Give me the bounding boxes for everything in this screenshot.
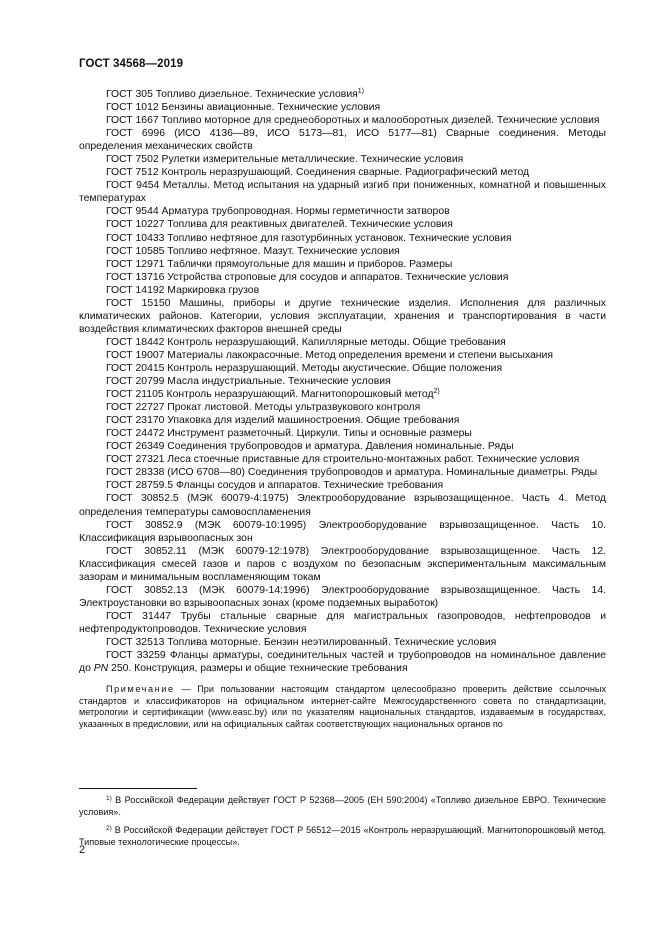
reference-text: ГОСТ 10433 Топливо нефтяное для газотурбинных установок. Технические условия bbox=[106, 232, 512, 244]
reference-item bbox=[79, 362, 606, 375]
reference-text: ГОСТ 21105 Контроль неразрушающий. Магнитопорошковый метод bbox=[106, 389, 434, 401]
reference-text: ГОСТ 30852.13 (МЭК 60079-14:1996) Электрооборудование взрывозащищенное. Часть 14. Электроустановки во взрывоопасных зонах (кроме подземных выработок) bbox=[79, 584, 606, 609]
footnotes bbox=[79, 795, 606, 855]
reference-text: ГОСТ 30852.5 (МЭК 60079-4:1975) Электрооборудование взрывозащищенное. Часть 4. Метод определения температуры самовоспламенения bbox=[79, 493, 606, 518]
reference-text: ГОСТ 1012 Бензины авиационные. Технические условия bbox=[106, 102, 381, 114]
footnote-text: В Российской Федерации действует ГОСТ Р 52368—2005 (ЕН 590:2004) «Топливо дизельное ЕВРО. Технические условия». bbox=[79, 795, 606, 817]
reference-text: ГОСТ 33259 Фланцы арматуры, соединительных частей и трубопроводов на номинальное давление до bbox=[79, 650, 606, 675]
reference-text: ГОСТ 1667 Топливо моторное для среднеоборотных и малооборотных дизелей. Технические условия bbox=[106, 115, 600, 127]
reference-item bbox=[79, 88, 606, 101]
footnote-ref-mark: 2) bbox=[433, 388, 440, 396]
reference-item bbox=[79, 245, 606, 258]
footnote-mark: 2) bbox=[106, 825, 112, 833]
reference-item bbox=[79, 232, 606, 245]
reference-item bbox=[79, 636, 606, 649]
reference-item bbox=[79, 440, 606, 453]
reference-item bbox=[79, 466, 606, 479]
reference-tail: 250. Конструкция, размеры и общие технические требования bbox=[108, 663, 408, 675]
reference-text: ГОСТ 13716 Устройства строповые для сосудов и аппаратов. Технические условия bbox=[106, 271, 509, 283]
references-container bbox=[79, 88, 606, 675]
reference-text: ГОСТ 28759.5 Фланцы сосудов и аппаратов. Технические требования bbox=[106, 480, 444, 492]
reference-text: ГОСТ 20799 Масла индустриальные. Технические условия bbox=[106, 376, 391, 388]
reference-item bbox=[79, 401, 606, 414]
reference-item bbox=[79, 101, 606, 114]
reference-item bbox=[79, 284, 606, 297]
reference-item bbox=[79, 649, 606, 675]
reference-item bbox=[79, 545, 606, 584]
reference-text: ГОСТ 26349 Соединения трубопроводов и арматура. Давления номинальные. Ряды bbox=[106, 441, 514, 453]
reference-text: ГОСТ 22727 Прокат листовой. Методы ультразвукового контроля bbox=[106, 402, 421, 414]
reference-text: ГОСТ 10227 Топлива для реактивных двигателей. Технические условия bbox=[106, 219, 453, 231]
footnote bbox=[79, 795, 606, 818]
reference-text: ГОСТ 23170 Упаковка для изделий машиностроения. Общие требования bbox=[106, 415, 460, 427]
reference-item bbox=[79, 349, 606, 362]
reference-item bbox=[79, 375, 606, 388]
reference-item bbox=[79, 336, 606, 349]
reference-item bbox=[79, 453, 606, 466]
reference-text: ГОСТ 10585 Топливо нефтяное. Мазут. Технические условия bbox=[106, 245, 400, 257]
reference-text: ГОСТ 24472 Инструмент разметочный. Циркули. Типы и основные размеры bbox=[106, 428, 472, 440]
footnote-text: В Российской Федерации действует ГОСТ Р 56512—2015 «Контроль неразрушающий. Магнитопорошковый метод. Типовые технологические процессы». bbox=[79, 825, 606, 847]
reference-item bbox=[79, 414, 606, 427]
reference-text: ГОСТ 9544 Арматура трубопроводная. Нормы герметичности затворов bbox=[106, 206, 450, 218]
reference-text: ГОСТ 9454 Металлы. Метод испытания на ударный изгиб при пониженных, комнатной и повышенных температурах bbox=[79, 180, 606, 205]
footnote-ref-mark: 1) bbox=[357, 88, 364, 95]
page-header: ГОСТ 34568—2019 bbox=[79, 58, 184, 70]
reference-text: ГОСТ 32513 Топлива моторные. Бензин неэтилированный. Технические условия bbox=[106, 636, 497, 648]
reference-italic: PN bbox=[93, 663, 109, 675]
note-text: — При пользовании настоящим стандартом целесообразно проверить действие ссылочных стандартов и классификаторов на официальном интернет-сайте Межгосударственного совета по стандартизации, метрологии и сертификации (www.easc.by) или по указателям национальных стандартов, издаваемым в государствах, указанных в предисловии, или на официальных сайтах соответствующих национальных органов по bbox=[79, 684, 606, 729]
references-list bbox=[79, 88, 606, 730]
reference-item bbox=[79, 427, 606, 440]
reference-item bbox=[79, 610, 606, 636]
footnote bbox=[79, 825, 606, 848]
reference-item bbox=[79, 479, 606, 492]
reference-text: ГОСТ 7502 Рулетки измерительные металлические. Технические условия bbox=[106, 154, 464, 166]
reference-item bbox=[79, 492, 606, 518]
reference-text: ГОСТ 20415 Контроль неразрушающий. Методы акустические. Общие положения bbox=[106, 362, 503, 374]
reference-item bbox=[79, 258, 606, 271]
note-paragraph bbox=[79, 684, 606, 730]
reference-text: ГОСТ 30852.9 (МЭК 60079-10:1995) Электрооборудование взрывозащищенное. Часть 10. Классификация взрывоопасных зон bbox=[79, 519, 606, 544]
reference-text: ГОСТ 6996 (ИСО 4136—89, ИСО 5173—81, ИСО 5177—81) Сварные соединения. Методы определения механических свойств bbox=[79, 128, 606, 153]
reference-text: ГОСТ 19007 Материалы лакокрасочные. Метод определения времени и степени высыхания bbox=[106, 349, 553, 361]
reference-item bbox=[79, 584, 606, 610]
reference-item bbox=[79, 153, 606, 166]
reference-text: ГОСТ 15150 Машины, приборы и другие технические изделия. Исполнения для различных климатических районов. Категории, условия эксплуатации, хранения и транспортирования в части воздействия климатических факторов внешней среды bbox=[79, 297, 606, 335]
reference-item bbox=[79, 271, 606, 284]
footnote-mark: 1) bbox=[106, 795, 112, 802]
reference-text: ГОСТ 18442 Контроль неразрушающий. Капиллярные методы. Общие требования bbox=[106, 336, 506, 348]
reference-item bbox=[79, 297, 606, 336]
reference-item bbox=[79, 388, 606, 401]
reference-item bbox=[79, 166, 606, 179]
reference-text: ГОСТ 30852.11 (МЭК 60079-12:1978) Электрооборудование взрывозащищенное. Часть 12. Классификация смесей газов и паров с воздухом по безопасным экспериментальным максимальным зазорам и минимальным воспламеняющим токам bbox=[79, 545, 606, 583]
reference-text: ГОСТ 14192 Маркировка грузов bbox=[106, 284, 260, 296]
reference-item bbox=[79, 127, 606, 153]
footnote-separator bbox=[79, 788, 197, 789]
reference-text: ГОСТ 7512 Контроль неразрушающий. Соединения сварные. Радиографический метод bbox=[106, 167, 530, 179]
reference-item bbox=[79, 218, 606, 231]
reference-text: ГОСТ 305 Топливо дизельное. Технические условия bbox=[106, 89, 358, 100]
reference-item bbox=[79, 179, 606, 205]
note-label: Примечание bbox=[106, 684, 175, 695]
reference-item bbox=[79, 114, 606, 127]
reference-item bbox=[79, 519, 606, 545]
reference-text: ГОСТ 12971 Таблички прямоугольные для машин и приборов. Размеры bbox=[106, 258, 453, 270]
page-number: 2 bbox=[79, 844, 86, 856]
reference-text: ГОСТ 27321 Леса стоечные приставные для строительно-монтажных работ. Технические условия bbox=[106, 454, 580, 466]
reference-text: ГОСТ 28338 (ИСО 6708—80) Соединения трубопроводов и арматура. Номинальные диаметры. Ряды bbox=[106, 467, 598, 479]
reference-item bbox=[79, 205, 606, 218]
reference-text: ГОСТ 31447 Трубы стальные сварные для магистральных газопроводов, нефтепроводов и нефтепродуктопроводов. Технические условия bbox=[79, 610, 606, 635]
